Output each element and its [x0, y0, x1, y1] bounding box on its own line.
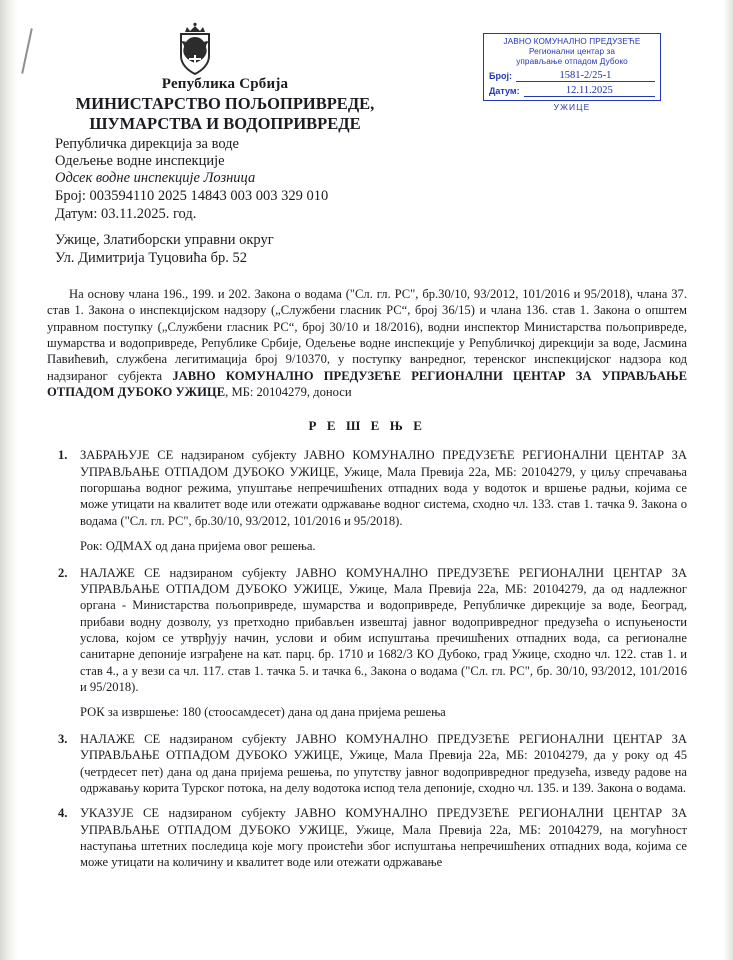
list-item [47, 805, 687, 870]
ministry-line-1: МИНИСТАРСТВО ПОЉОПРИВРЕДЕ, [75, 94, 375, 113]
decision-title: Р Е Ш Е Њ Е [308, 417, 426, 433]
document-number: Број: 003594110 2025 14843 003 003 329 010 [55, 187, 329, 204]
department-label: Одељење водне инспекције [55, 152, 225, 169]
decision-items-list [47, 447, 687, 870]
stamp-line-1: ЈАВНО КОМУНАЛНО ПРЕДУЗЕЋЕ [503, 37, 641, 46]
stamp-number-value: 1581-2/25-1 [516, 70, 655, 82]
stamp-line-3: управљање отпадом Дубоко [516, 57, 628, 66]
list-item [47, 447, 687, 529]
stamp-number-label: Број: [489, 71, 512, 82]
scan-artifact [21, 28, 33, 73]
item-2-deadline: РОК за извршење: 180 (стоосамдесет) дана од дана пријема решења [80, 705, 446, 720]
letterhead [55, 76, 455, 267]
stamp-date-value: 12.11.2025 [524, 85, 655, 97]
item-number: 4. [58, 806, 68, 821]
section-label: Одсек водне инспекције Лозница [55, 169, 256, 186]
item-text: НАЛАЖЕ СЕ надзираном субјекту ЈАВНО КОМУНАЛНО ПРЕДУЗЕЋЕ РЕГИОНАЛНИ ЦЕНТАР ЗА УПРАВЉАЊЕ ОТПАДОМ ДУБОКО УЖИЦЕ, Ужице, Мала Превија 22а, МБ: 20104279, да у року од 45 (четрдесет пет) дана од дана пријема решења, по упутству јавног водопривредног предузећа, изведу радове на одржавању корита Турског потока, на делу водотока испод тела депоније, сходно чл. 135. и 139. Закона о водама. [80, 731, 687, 795]
item-text: НАЛАЖЕ СЕ надзираном субјекту ЈАВНО КОМУНАЛНО ПРЕДУЗЕЋЕ РЕГИОНАЛНИ ЦЕНТАР ЗА УПРАВЉАЊЕ ОТПАДОМ ДУБОКО УЖИЦЕ, Ужице, Мала Превија 22а, МБ: 20104279, да од надлежног органа - Министарства пољопривреде, шумарства и водопривреде, Републичке дирекције за воде, Београд, прибави водну дозволу, уз претходно прибављен извештај јавног водопривредног предузећа о испуњености услова, којом се утврђују начин, услови и обим испуштања пречишћених отпадних вода, са регионалне санитарне депоније изграђене на кат. парц. бр. 1710 и 1682/3 КО Дубоко, град Ужице, сходно чл. 122. став 1. и став 4., а у вези са чл. 117. став 1. тачка 5. и тачка 6., Закона о водама ("Сл. гл. РС", бр. 30/10, 93/2012, 101/2016 и 95/2018). [80, 565, 687, 695]
intro-tail: , МБ: 20104279, доноси [225, 385, 352, 400]
place-label: Ужице, Златиборски управни округ [55, 231, 274, 248]
item-number: 3. [58, 731, 68, 746]
republic-label: Република Србија [161, 76, 289, 92]
address-label: Ул. Димитрија Туцовића бр. 52 [55, 249, 248, 266]
stamp-date-row [489, 85, 655, 97]
item-number: 1. [58, 448, 68, 463]
item-text: УКАЗУЈЕ СЕ надзираном субјекту ЈАВНО КОМУНАЛНО ПРЕДУЗЕЋЕ РЕГИОНАЛНИ ЦЕНТАР ЗА УПРАВЉАЊЕ ОТПАДОМ ДУБОКО УЖИЦЕ, Ужице, Мала Превија 22а, МБ: 20104279, на могућност наступања штетних последица које могу проистећи због испуштања непречишћених отпадних вода, којима се може утицати на количину и квалитет воде или отежати одржавање [80, 806, 687, 870]
document-body [47, 286, 687, 880]
list-item [47, 565, 687, 696]
receipt-stamp [483, 33, 661, 113]
intro-subject-name: ЈАВНО КОМУНАЛНО ПРЕДУЗЕЋЕ РЕГИОНАЛНИ ЦЕНТАР ЗА УПРАВЉАЊЕ ОТПАДОМ ДУБОКО УЖИЦЕ [47, 368, 687, 400]
directorate-label: Републичка дирекција за воде [55, 135, 239, 152]
document-date: Датум: 03.11.2025. год. [55, 205, 197, 222]
ministry-line-2: ШУМАРСТВА И ВОДОПРИВРЕДЕ [89, 114, 361, 134]
stamp-line-2: Регионални центар за [528, 47, 615, 56]
stamp-number-row [489, 70, 655, 82]
stamp-date-label: Датум: [489, 86, 520, 97]
intro-paragraph [47, 286, 687, 401]
list-item [47, 731, 687, 796]
item-text: ЗАБРАЊУЈЕ СЕ надзираном субјекту ЈАВНО КОМУНАЛНО ПРЕДУЗЕЋЕ РЕГИОНАЛНИ ЦЕНТАР ЗА УПРАВЉАЊЕ ОТПАДОМ ДУБОКО УЖИЦЕ, Ужице, Мала Превија 22а, МБ: 20104279, у циљу спречавања погоршања водног режима, упуштање непречишћених отпадних вода у водоток и вршење радњи, којима се може утицати на квалитет воде или отежати одржавање водног система, сходно чл. 133. став 1. тачка 9. Закона о водама ("Сл. гл. РС", бр.30/10, 93/2012, 101/2016 и 95/2018). [80, 448, 687, 528]
intro-text: На основу члана 196., 199. и 202. Закона о водама ("Сл. гл. РС", бр.30/10, 93/2012, 101/2016 и 95/2018), члана 37. став 1. Закона о инспекцијском надзору („Службени гласник РС“, број 36/15) и члана 136. став 1. Закона о општем управном поступку („Службени гласник РС“, број 30/10 и 18/2016), водни инспектор Министарства пољопривреде, шумарства и водопривреде, Републике Србије, Одељење водне инспекције у Републичкој дирекцији за воде, Јасмина Павићевић, службена легитимација број 9/10370, у поступку ванредног, теренског инспекцијског надзора код надзираног субјекта [47, 287, 687, 383]
serbian-coat-of-arms-icon [169, 22, 221, 80]
stamp-city: УЖИЦЕ [553, 102, 591, 113]
item-1-deadline: Рок: ОДМАХ од дана пријема овог решења. [80, 539, 316, 554]
item-number: 2. [58, 565, 68, 580]
